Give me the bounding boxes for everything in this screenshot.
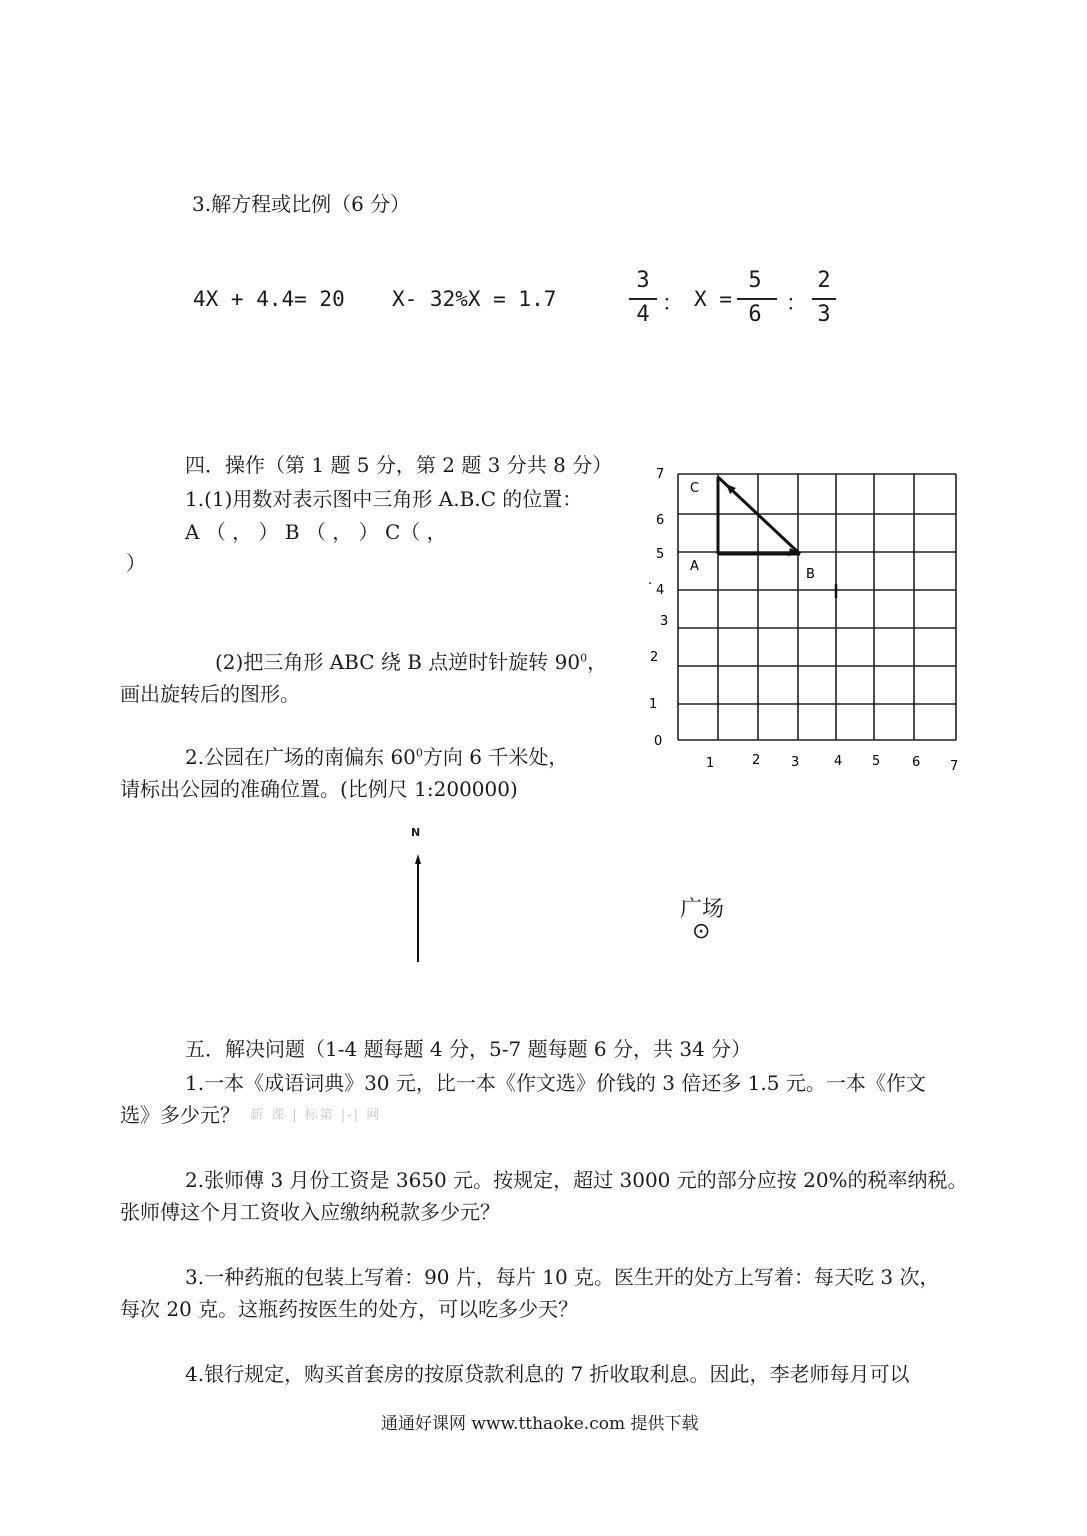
fraction-1-bar — [629, 298, 657, 300]
equation-2: X- 32%X = 1.7 — [392, 287, 557, 311]
x-label-4: 4 — [834, 754, 843, 769]
compass-n-label: N — [411, 826, 421, 839]
y-label-0: 0 — [654, 734, 663, 749]
section4-title: 四．操作（第 1 题 5 分，第 2 题 3 分共 8 分） — [185, 453, 613, 477]
north-arrow — [410, 850, 426, 965]
equation-1: 4X + 4.4= 20 — [193, 287, 345, 311]
problem-4-text: 4.银行规定，购买首套房的按原贷款利息的 7 折收取利息。因此，李老师每月可以 — [185, 1362, 910, 1386]
problem-2-text-cont: 张师傅这个月工资收入应缴纳税款多少元？ — [120, 1200, 500, 1224]
x-equals: X = — [694, 287, 732, 311]
x-label-5: 5 — [872, 754, 881, 769]
problem-1-text: 1.一本《成语词典》30 元，比一本《作文选》价钱的 3 倍还多 1.5 元。一本《作文 — [185, 1071, 926, 1095]
y-label-6: 6 — [656, 513, 665, 528]
q2-text: 2.公园在广场的南偏东 $60^0$方向 6 千米处， — [185, 745, 569, 769]
point-a-label: A — [690, 559, 699, 574]
ratio-colon-2: ： — [786, 291, 807, 315]
q1-part1-text: 1.(1)用数对表示图中三角形 A.B.C 的位置： — [185, 487, 583, 511]
footer-text: 通通好课网 www.tthaoke.com 提供下载 — [381, 1414, 699, 1434]
y-label-4: 4 — [656, 583, 665, 598]
watermark-text: 新 课 | 标第 |-| 网 — [250, 1108, 382, 1123]
coordinate-grid — [640, 460, 970, 780]
y-label-2: 2 — [650, 650, 659, 665]
q1-part2-text-cont: 画出旋转后的图形。 — [120, 682, 300, 706]
problem-3-text-cont: 每次 20 克。这瓶药按医生的处方，可以吃多少天？ — [120, 1297, 579, 1321]
x-label-7: 7 — [950, 759, 959, 774]
point-c-label: C — [690, 481, 700, 496]
fraction-3-numerator: 2 — [817, 268, 831, 293]
section5-title: 五．解决问题（1-4 题每题 4 分，5-7 题每题 6 分，共 34 分） — [185, 1037, 752, 1061]
y-label-7: 7 — [656, 467, 665, 482]
x-label-3: 3 — [791, 755, 800, 770]
ratio-colon-1: ： — [662, 291, 683, 315]
q1-blanks: A （ ， ） B （ ， ） C（ ， — [185, 520, 447, 544]
fraction-3-bar — [812, 298, 836, 300]
fraction-2-denominator: 6 — [748, 302, 762, 327]
plaza-label: 广场 — [680, 897, 725, 922]
x-label-2: 2 — [752, 753, 761, 768]
q1-part2-text: (2)把三角形 ABC 绕 B 点逆时针旋转 $90^0$， — [215, 650, 608, 674]
problem-2-text: 2.张师傅 3 月份工资是 3650 元。按规定，超过 3000 元的部分应按 20%的税率纳税。 — [185, 1168, 968, 1192]
grid-lines — [678, 474, 956, 740]
stray-dot: . — [648, 573, 653, 588]
x-label-1: 1 — [706, 756, 715, 771]
y-label-3: 3 — [660, 614, 669, 629]
section3-title: 3.解方程或比例（6 分） — [192, 192, 411, 216]
point-b-label: B — [806, 567, 815, 582]
x-label-6: 6 — [912, 755, 921, 770]
plaza-point-icon: ⊙ — [692, 919, 711, 944]
problem-1-text-cont: 选》多少元？ — [120, 1103, 240, 1127]
q2-text-cont: 请标出公园的准确位置。(比例尺 1:200000) — [120, 777, 518, 801]
problem-3-text: 3.一种药瓶的包装上写着：90 片，每片 10 克。医生开的处方上写着：每天吃 3 次， — [185, 1265, 940, 1289]
fraction-1-denominator: 4 — [636, 302, 650, 327]
fraction-1-numerator: 3 — [636, 268, 650, 293]
fraction-2-numerator: 5 — [748, 268, 762, 293]
fraction-3-denominator: 3 — [817, 302, 831, 327]
y-label-5: 5 — [656, 547, 665, 562]
q1-blanks-close: ） — [126, 551, 146, 575]
fraction-2-bar — [737, 298, 777, 300]
y-label-1: 1 — [649, 697, 658, 712]
